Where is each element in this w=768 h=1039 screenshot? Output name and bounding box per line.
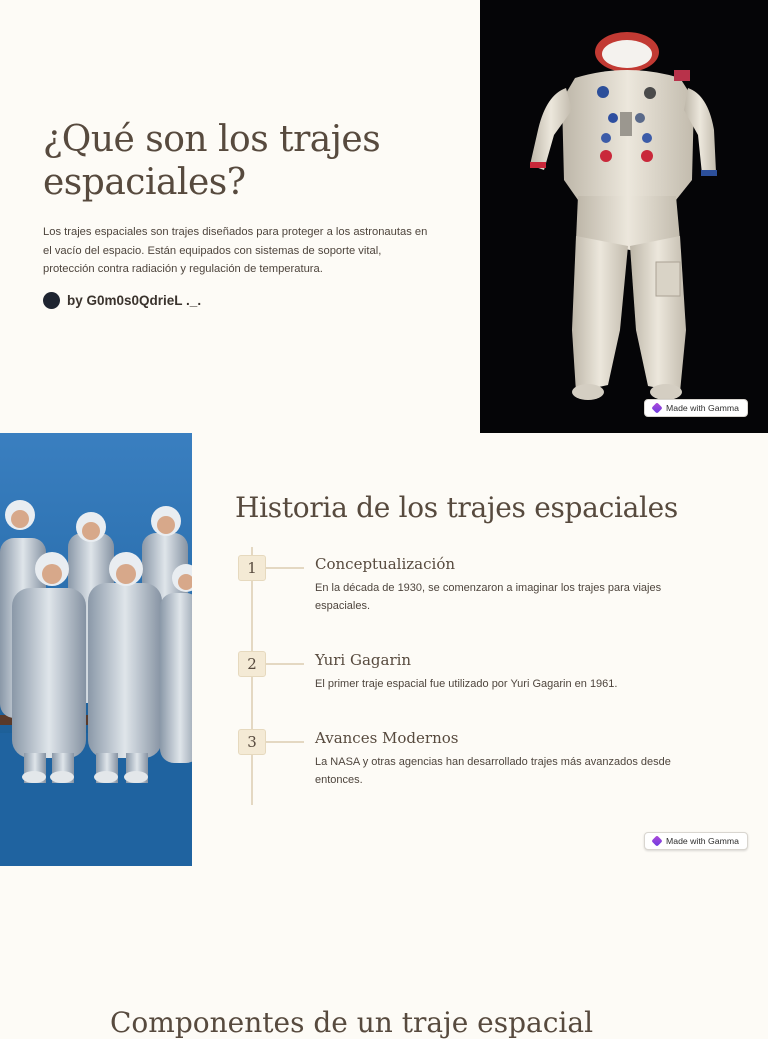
slide-intro [0,0,768,433]
author-name: by G0m0s0QdrieL ._. [67,293,202,308]
astronaut-crew-image [0,433,192,866]
step-number: 2 [238,651,266,677]
gamma-logo-icon [651,402,662,413]
step-description: La NASA y otras agencias han desarrollado trajes más avanzados desde entonces. [315,756,671,786]
slide-description: Los trajes espaciales son trajes diseñados para proteger a los astronautas en el vacío del espacio. Están equipados con sistemas de soporte vital, protección contra radiación y regulación de temperatura. [43,226,428,275]
step-connector [266,741,304,743]
gamma-logo-icon [651,835,662,846]
astronaut-crew-illustration [0,433,192,866]
badge-label: Made with Gamma [666,836,739,846]
made-with-gamma-badge[interactable] [644,399,748,417]
spacesuit-illustration [480,0,768,433]
step-description: El primer traje espacial fue utilizado por Yuri Gagarin en 1961. [315,678,618,690]
step-description: En la década de 1930, se comenzaron a imaginar los trajes para viajes espaciales. [315,582,662,612]
step-title: Avances Modernos [315,729,459,747]
section-title: Componentes de un traje espacial [110,1006,594,1039]
step-connector [266,663,304,665]
author-avatar [43,292,60,309]
author-byline [43,292,201,309]
slide-title: ¿Qué son los trajes espaciales? [43,119,381,203]
step-title: Yuri Gagarin [315,651,412,669]
slide-components [0,866,768,1039]
step-connector [266,567,304,569]
made-with-gamma-badge[interactable] [644,832,748,850]
step-number: 1 [238,555,266,581]
slide-history [0,433,768,866]
spacesuit-image [480,0,768,433]
step-title: Conceptualización [315,555,456,573]
section-title: Historia de los trajes espaciales [235,491,678,524]
badge-label: Made with Gamma [666,403,739,413]
step-number: 3 [238,729,266,755]
